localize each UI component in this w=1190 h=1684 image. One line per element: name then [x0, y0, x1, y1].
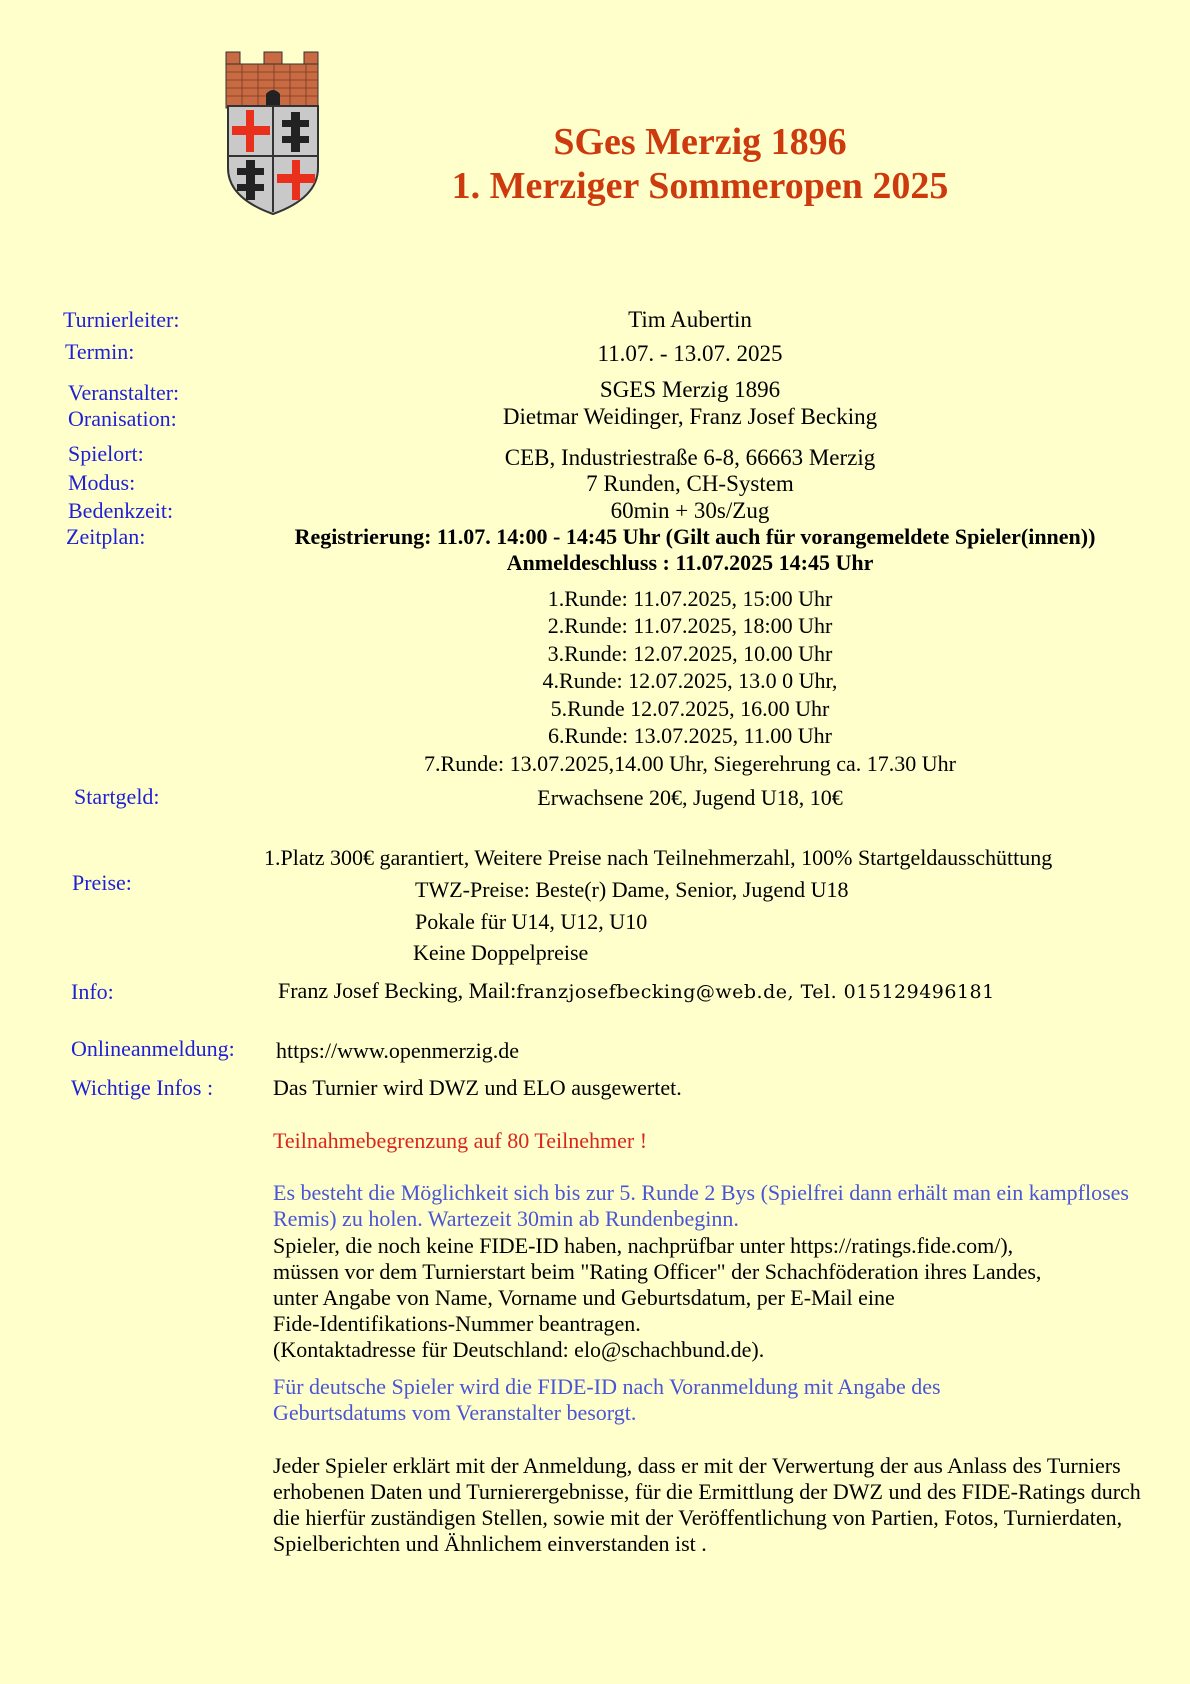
- registration-deadline: Anmeldeschluss : 11.07.2025 14:45 Uhr: [506, 550, 874, 575]
- label-modus: Modus:: [68, 470, 136, 495]
- round-4: 4.Runde: 12.07.2025, 13.0 0 Uhr,: [542, 668, 838, 693]
- fide-line-4: Fide-Identifikations-Nummer beantragen.: [273, 1311, 641, 1336]
- value-info: [278, 978, 995, 1005]
- label-organisation: Oranisation:: [68, 406, 177, 431]
- round-7: 7.Runde: 13.07.2025,14.00 Uhr, Siegerehrung ca. 17.30 Uhr: [424, 751, 956, 776]
- fide-line-2: müssen vor dem Turnierstart beim "Rating Officer" der Schachföderation ihres Landes,: [273, 1259, 1042, 1284]
- value-termin: 11.07. - 13.07. 2025: [597, 341, 783, 366]
- info-name: Franz Josef Becking, Mail:: [278, 978, 517, 1003]
- fide-line-5: (Kontaktadresse für Deutschland: elo@schachbund.de).: [273, 1337, 765, 1362]
- prize-line-4: Keine Doppelpreise: [413, 940, 589, 965]
- round-6: 6.Runde: 13.07.2025, 11.00 Uhr: [548, 723, 832, 748]
- value-startgeld: Erwachsene 20€, Jugend U18, 10€: [537, 785, 843, 810]
- label-info: Info:: [71, 979, 114, 1004]
- byes-info: Es besteht die Möglichkeit sich bis zur 5. Runde 2 Bys (Spielfrei dann erhält man ein kampfloses Remis) zu holen. Wartezeit 30min ab Rundenbeginn.: [273, 1180, 1129, 1231]
- label-bedenkzeit: Bedenkzeit:: [68, 498, 174, 523]
- value-turnierleiter: Tim Aubertin: [628, 307, 752, 332]
- label-veranstalter: Veranstalter:: [68, 380, 180, 405]
- value-modus: 7 Runden, CH-System: [586, 471, 794, 496]
- label-onlineanmeldung: Onlineanmeldung:: [71, 1036, 235, 1061]
- value-veranstalter: SGES Merzig 1896: [599, 377, 781, 402]
- title-club: SGes Merzig 1896: [553, 121, 847, 163]
- label-startgeld: Startgeld:: [74, 784, 160, 809]
- fide-line-1: Spieler, die noch keine FIDE-ID haben, nachprüfbar unter https://ratings.fide.com/),: [273, 1233, 1014, 1258]
- label-turnierleiter: Turnierleiter:: [63, 307, 180, 332]
- info-contact: franzjosefbecking@web.de, Tel. 015129496181: [516, 981, 995, 1003]
- prize-line-1: 1.Platz 300€ garantiert, Weitere Preise nach Teilnehmerzahl, 100% Startgeldausschüttung: [264, 845, 1053, 870]
- fide-line-3: unter Angabe von Name, Vorname und Geburtsdatum, per E-Mail eine: [273, 1285, 895, 1310]
- value-bedenkzeit: 60min + 30s/Zug: [610, 498, 770, 523]
- label-preise: Preise:: [72, 870, 132, 895]
- label-wichtige-infos: Wichtige Infos :: [71, 1075, 214, 1100]
- german-players-info: Für deutsche Spieler wird die FIDE-ID nach Voranmeldung mit Angabe des Geburtsdatums vom Veranstalter besorgt.: [273, 1374, 941, 1425]
- round-3: 3.Runde: 12.07.2025, 10.00 Uhr: [547, 641, 833, 666]
- value-online-url: https://www.openmerzig.de: [276, 1038, 519, 1063]
- value-spielort: CEB, Industriestraße 6-8, 66663 Merzig: [504, 445, 876, 470]
- participant-limit: Teilnahmebegrenzung auf 80 Teilnehmer !: [273, 1128, 648, 1153]
- title-tournament: 1. Merziger Sommeropen 2025: [451, 165, 949, 207]
- round-2: 2.Runde: 11.07.2025, 18:00 Uhr: [547, 613, 833, 638]
- consent-info: Jeder Spieler erklärt mit der Anmeldung, dass er mit der Verwertung der aus Anlass des Turniers erhobenen Daten und Turnierergebnisse, für die Ermittlung der DWZ und des FIDE-Ratings durch die hierfür zuständigen Stellen, sowie mit der Veröffentlichung von Partien, Fotos, Turnierdaten, Spielberichten und Ähnlichem einverstanden ist .: [273, 1453, 1141, 1556]
- label-spielort: Spielort:: [68, 441, 144, 466]
- prize-line-2: TWZ-Preise: Beste(r) Dame, Senior, Jugend U18: [415, 877, 849, 902]
- label-termin: Termin:: [65, 339, 135, 364]
- round-5: 5.Runde 12.07.2025, 16.00 Uhr: [550, 696, 830, 721]
- prize-line-3: Pokale für U14, U12, U10: [415, 909, 648, 934]
- registration-time: Registrierung: 11.07. 14:00 - 14:45 Uhr (Gilt auch für vorangemeldete Spieler(innen)): [294, 524, 1096, 549]
- round-1: 1.Runde: 11.07.2025, 15:00 Uhr: [547, 586, 833, 611]
- coat-of-arms-image: [222, 48, 324, 218]
- label-zeitplan: Zeitplan:: [66, 524, 146, 549]
- rating-info: Das Turnier wird DWZ und ELO ausgewertet.: [273, 1075, 682, 1100]
- value-organisation: Dietmar Weidinger, Franz Josef Becking: [502, 404, 878, 429]
